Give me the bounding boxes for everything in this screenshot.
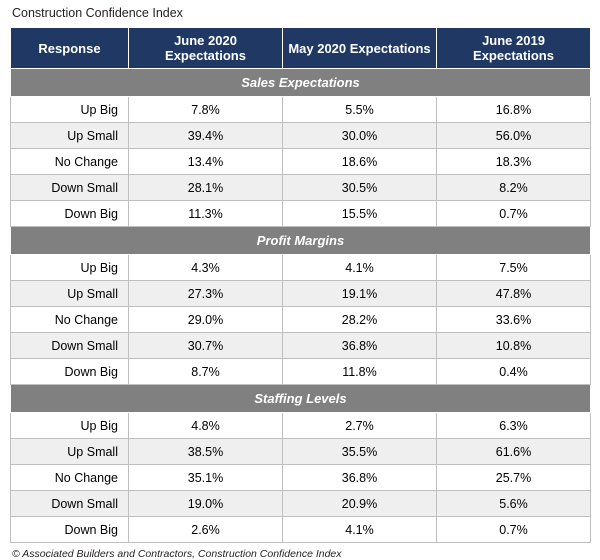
row-value: 47.8% [437,281,591,307]
row-label: Up Small [11,439,129,465]
row-value: 11.8% [283,359,437,385]
row-value: 18.6% [283,149,437,175]
row-value: 28.2% [283,307,437,333]
row-value: 7.8% [129,97,283,123]
section-title-staffing-levels: Staffing Levels [11,385,591,413]
row-value: 36.8% [283,333,437,359]
row-value: 29.0% [129,307,283,333]
row-label: Down Small [11,175,129,201]
row-value: 25.7% [437,465,591,491]
row-label: Down Big [11,201,129,227]
row-value: 8.2% [437,175,591,201]
column-header-june-2019: June 2019 Expectations [437,28,591,69]
row-label: Down Big [11,359,129,385]
row-value: 30.0% [283,123,437,149]
row-value: 20.9% [283,491,437,517]
section-header-row [11,69,591,97]
row-value: 27.3% [129,281,283,307]
row-value: 4.1% [283,517,437,543]
row-value: 2.6% [129,517,283,543]
row-value: 28.1% [129,175,283,201]
table-row [11,123,591,149]
row-value: 4.1% [283,255,437,281]
column-header-may-2020: May 2020 Expectations [283,28,437,69]
table-row [11,439,591,465]
row-value: 36.8% [283,465,437,491]
row-value: 15.5% [283,201,437,227]
row-value: 30.7% [129,333,283,359]
row-label: Down Small [11,491,129,517]
column-header-june-2020: June 2020 Expectations [129,28,283,69]
row-value: 39.4% [129,123,283,149]
row-value: 16.8% [437,97,591,123]
row-value: 6.3% [437,413,591,439]
row-label: No Change [11,307,129,333]
row-value: 18.3% [437,149,591,175]
section-header-row [11,385,591,413]
row-value: 8.7% [129,359,283,385]
table-row [11,201,591,227]
section-title-profit-margins: Profit Margins [11,227,591,255]
row-label: Up Small [11,281,129,307]
row-label: Down Small [11,333,129,359]
row-label: Up Big [11,97,129,123]
column-header-response: Response [11,28,129,69]
row-value: 30.5% [283,175,437,201]
table-body [11,69,591,543]
table-row [11,149,591,175]
section-header-row [11,227,591,255]
row-value: 33.6% [437,307,591,333]
table-row [11,333,591,359]
table-header [11,28,591,69]
construction-confidence-index-table [10,27,591,543]
row-value: 10.8% [437,333,591,359]
row-value: 0.7% [437,517,591,543]
table-row [11,307,591,333]
row-value: 4.3% [129,255,283,281]
row-value: 0.7% [437,201,591,227]
section-title-sales-expectations: Sales Expectations [11,69,591,97]
row-label: Up Big [11,255,129,281]
row-value: 5.6% [437,491,591,517]
source-footnote: © Associated Builders and Contractors, Construction Confidence Index [12,548,342,560]
table-row [11,359,591,385]
row-value: 38.5% [129,439,283,465]
table-row [11,517,591,543]
row-label: Up Small [11,123,129,149]
table-row [11,465,591,491]
row-value: 2.7% [283,413,437,439]
row-value: 35.1% [129,465,283,491]
table-row [11,491,591,517]
page-title: Construction Confidence Index [12,6,183,20]
row-value: 11.3% [129,201,283,227]
table-row [11,413,591,439]
table-row [11,97,591,123]
row-value: 13.4% [129,149,283,175]
row-label: No Change [11,465,129,491]
row-label: No Change [11,149,129,175]
row-value: 61.6% [437,439,591,465]
row-value: 7.5% [437,255,591,281]
row-value: 5.5% [283,97,437,123]
row-value: 35.5% [283,439,437,465]
row-value: 56.0% [437,123,591,149]
table-row [11,175,591,201]
row-value: 19.1% [283,281,437,307]
row-value: 19.0% [129,491,283,517]
table-row [11,281,591,307]
row-value: 0.4% [437,359,591,385]
row-label: Down Big [11,517,129,543]
row-value: 4.8% [129,413,283,439]
row-label: Up Big [11,413,129,439]
header-row [11,28,591,69]
table-row [11,255,591,281]
